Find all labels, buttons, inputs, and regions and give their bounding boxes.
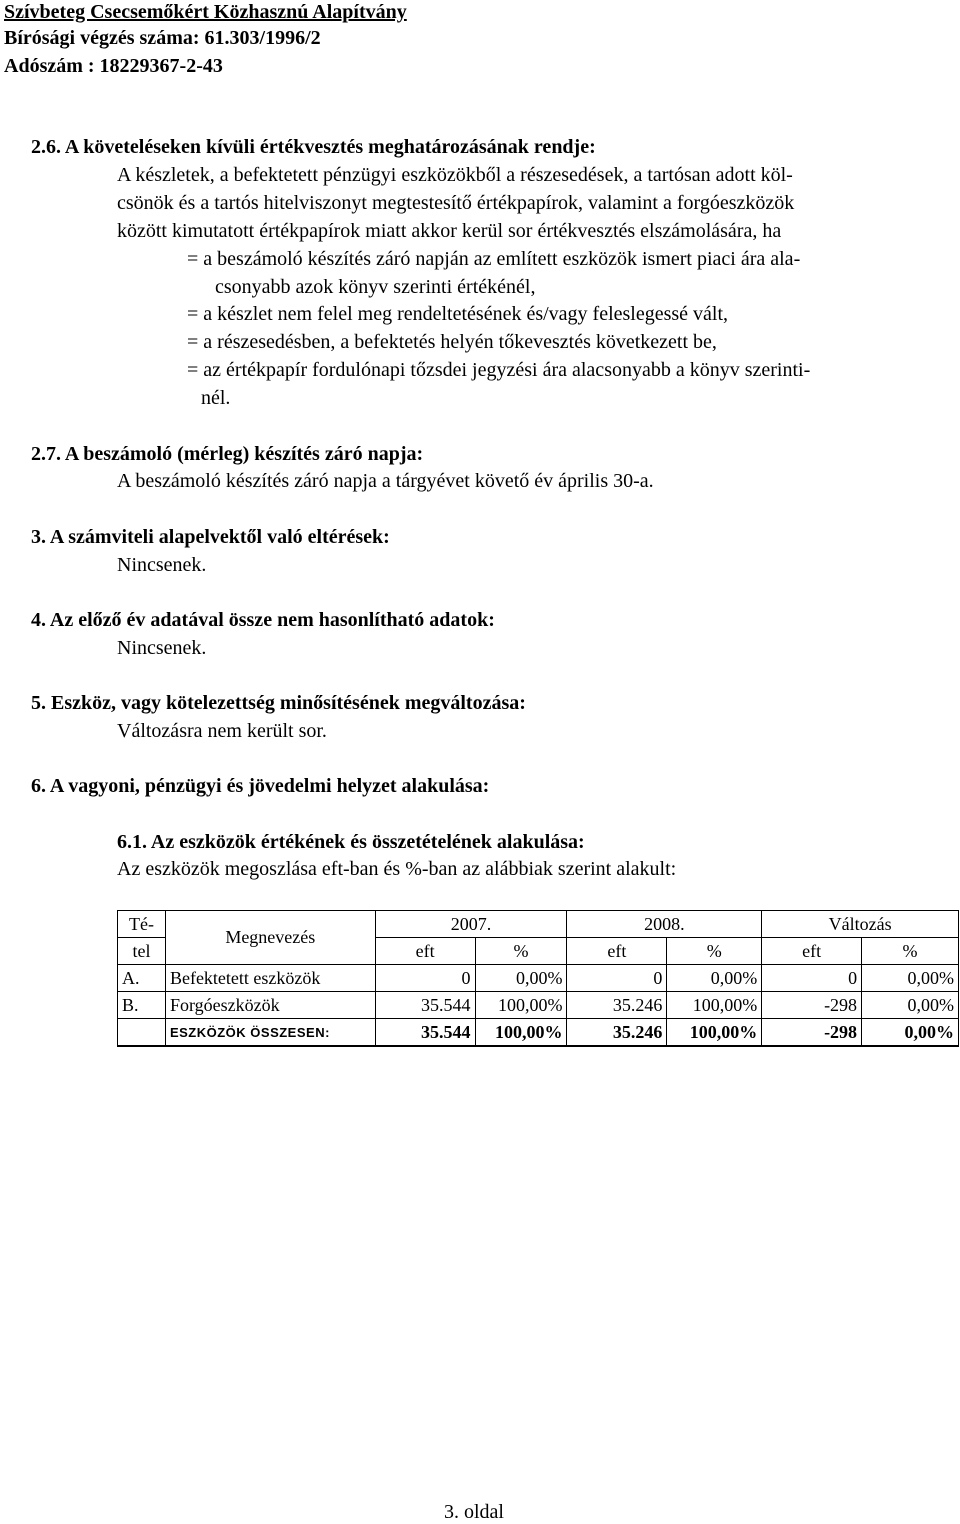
row-eft-2008: 35.246 <box>567 992 667 1019</box>
section-4-heading: 4. Az előző év adatával össze nem hasonlítható adatok: <box>31 609 495 631</box>
table-row <box>118 992 959 1019</box>
section-2-7-heading: 2.7. A beszámoló (mérleg) készítés záró napja: <box>31 443 424 465</box>
page-number: 3. oldal <box>444 1501 504 1523</box>
row-code: B. <box>118 992 166 1019</box>
section-2-6-heading: 2.6. A követeléseken kívüli értékvesztés meghatározásának rendje: <box>31 136 596 158</box>
section-5-heading: 5. Eszköz, vagy kötelezettség minősítésének megváltozása: <box>31 692 526 714</box>
table-header-row <box>118 911 959 938</box>
header-year-2008: 2008. <box>567 911 762 938</box>
section-3-heading: 3. A számviteli alapelvektől való eltérések: <box>31 526 390 548</box>
section-5-text: Változásra nem került sor. <box>117 720 327 742</box>
row-pct-2007: 100,00% <box>475 992 567 1019</box>
row-eft-2007: 0 <box>375 965 475 992</box>
total-code <box>118 1019 166 1047</box>
total-pct-2007: 100,00% <box>475 1019 567 1047</box>
row-eft-2008: 0 <box>567 965 667 992</box>
section-4-text: Nincsenek. <box>117 637 207 659</box>
subheader-pct-change: % <box>862 938 959 965</box>
header-year-2007: 2007. <box>375 911 567 938</box>
section-2-6-line: között kimutatott értékpapírok miatt akkor kerül sor értékvesztés elszámolására, ha <box>117 220 782 242</box>
row-eft-change: 0 <box>762 965 862 992</box>
subheader-eft-2007: eft <box>375 938 475 965</box>
asset-distribution-table <box>117 910 959 1047</box>
row-name: Forgóeszközök <box>165 992 375 1019</box>
section-2-6-line: = a készlet nem felel meg rendeltetésének és/vagy feleslegessé vált, <box>187 303 729 325</box>
subheader-pct-2008: % <box>667 938 762 965</box>
row-pct-change: 0,00% <box>862 965 959 992</box>
table-total-row <box>118 1019 959 1047</box>
section-2-6-line: A készletek, a befektetett pénzügyi eszközökből a részesedések, a tartósan adott köl- <box>117 164 793 186</box>
section-2-6-line: = a beszámoló készítés záró napján az említett eszközök ismert piaci ára ala- <box>187 248 801 270</box>
total-name: ESZKÖZÖK ÖSSZESEN: <box>165 1019 375 1047</box>
row-pct-2007: 0,00% <box>475 965 567 992</box>
table-row <box>118 965 959 992</box>
row-pct-2008: 0,00% <box>667 965 762 992</box>
section-2-7-text: A beszámoló készítés záró napja a tárgyévet követő év április 30-a. <box>117 470 654 492</box>
total-eft-2008: 35.246 <box>567 1019 667 1047</box>
section-2-6-line: nél. <box>201 387 231 409</box>
row-code: A. <box>118 965 166 992</box>
total-pct-change: 0,00% <box>862 1019 959 1047</box>
row-eft-2007: 35.544 <box>375 992 475 1019</box>
header-item-bottom: tel <box>118 938 166 965</box>
header-name: Megnevezés <box>165 911 375 965</box>
section-2-6-line: = az értékpapír fordulónapi tőzsdei jegyzési ára alacsonyabb a könyv szerinti- <box>187 359 811 381</box>
header-change: Változás <box>762 911 959 938</box>
section-2-6-line: = a részesedésben, a befektetés helyén tőkevesztés következett be, <box>187 331 717 353</box>
subheader-eft-2008: eft <box>567 938 667 965</box>
row-pct-change: 0,00% <box>862 992 959 1019</box>
total-pct-2008: 100,00% <box>667 1019 762 1047</box>
court-order-number: Bírósági végzés száma: 61.303/1996/2 <box>4 27 321 49</box>
section-6-heading: 6. A vagyoni, pénzügyi és jövedelmi helyzet alakulása: <box>31 775 490 797</box>
section-6-1-text: Az eszközök megoszlása eft-ban és %-ban az alábbiak szerint alakult: <box>117 858 677 880</box>
organization-name: Szívbeteg Csecsemőkért Közhasznú Alapítvány <box>4 1 407 23</box>
section-2-6-line: csonyabb azok könyv szerinti értékénél, <box>215 276 536 298</box>
total-eft-2007: 35.544 <box>375 1019 475 1047</box>
section-6-1-heading: 6.1. Az eszközök értékének és összetételének alakulása: <box>117 831 585 853</box>
row-name: Befektetett eszközök <box>165 965 375 992</box>
subheader-eft-change: eft <box>762 938 862 965</box>
row-pct-2008: 100,00% <box>667 992 762 1019</box>
subheader-pct-2007: % <box>475 938 567 965</box>
total-eft-change: -298 <box>762 1019 862 1047</box>
row-eft-change: -298 <box>762 992 862 1019</box>
tax-number: Adószám : 18229367-2-43 <box>4 55 223 77</box>
header-item-top: Té- <box>118 911 166 938</box>
section-2-6-line: csönök és a tartós hitelviszonyt megtestesítő értékpapírok, valamint a forgóeszközök <box>117 192 795 214</box>
section-3-text: Nincsenek. <box>117 554 207 576</box>
